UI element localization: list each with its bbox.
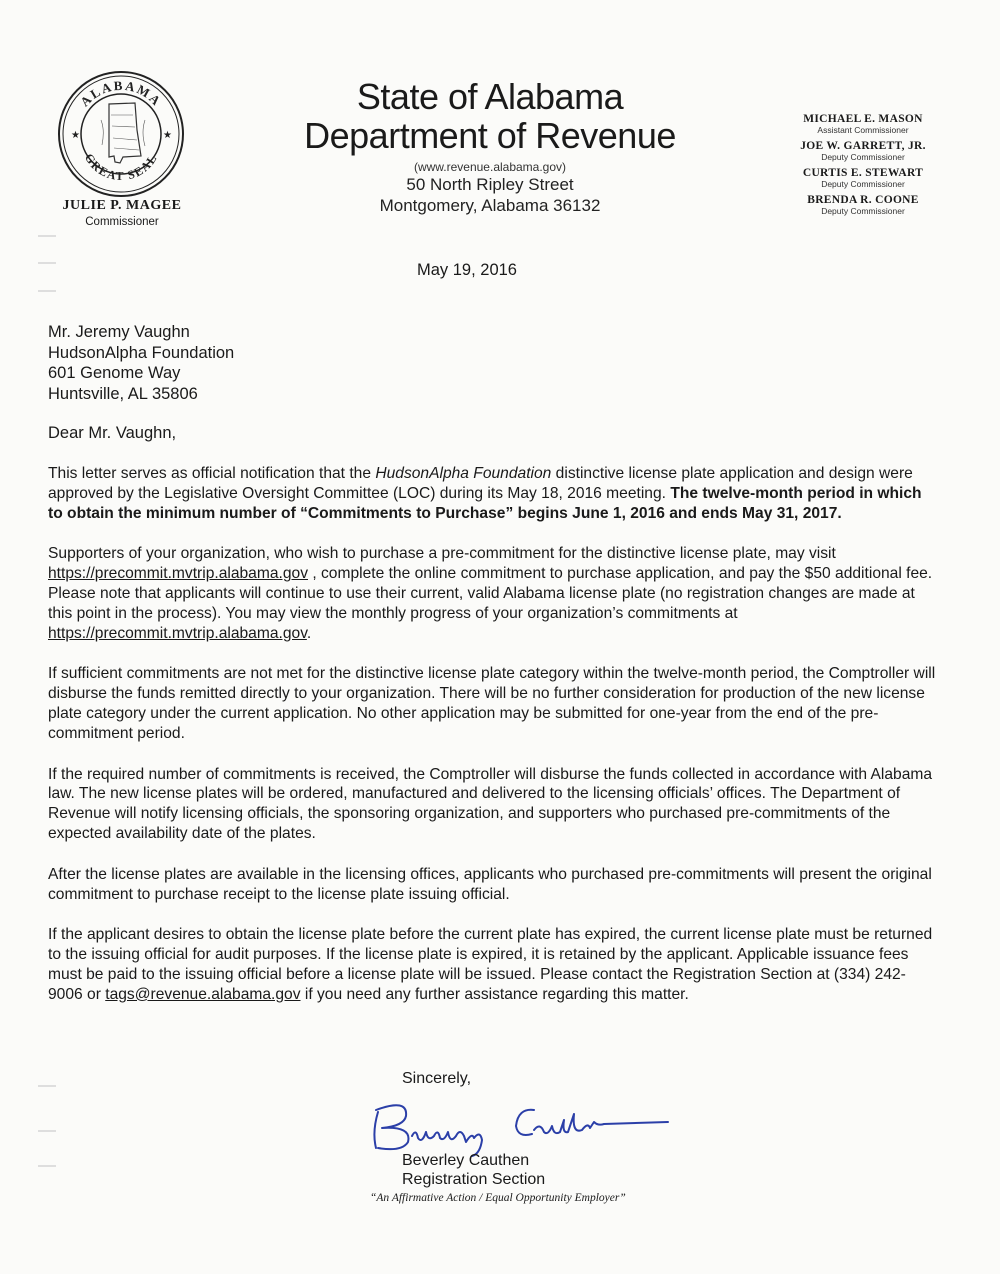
paragraph-approval: This letter serves as official notification that the HudsonAlpha Foundation distinctive license plate application and design were approved by the Legislative Oversight Committee (LOC) during its May 18, 2016 meeting. The twelve-month period in which to obtain the minimum number of “Commitments to Purchase” begins June 1, 2016 and ends May 31, 2017. [48, 465, 922, 522]
precommit-link[interactable]: https://precommit.mvtrip.alabama.gov [48, 624, 307, 642]
official-entry [788, 113, 938, 135]
precommit-link[interactable]: https://precommit.mvtrip.alabama.gov [48, 565, 308, 583]
official-name: MICHAEL E. MASON [803, 113, 923, 125]
letter-date: May 19, 2016 [417, 261, 517, 279]
closing: Sincerely, [402, 1070, 472, 1087]
scan-mark [38, 1130, 56, 1132]
svg-text:ALABAMA: ALABAMA [77, 77, 165, 110]
recipient-organization: HudsonAlpha Foundation [48, 343, 235, 362]
scan-mark [38, 1165, 56, 1167]
agency-state: State of Alabama [356, 76, 624, 117]
signer-name: Beverley Cauthen [402, 1152, 530, 1169]
svg-text:★: ★ [71, 130, 80, 141]
official-name: BRENDA R. COONE [807, 194, 919, 206]
paragraph-insufficient: If sufficient commitments are not met for the distinctive license plate category within the twelve-month period, the Comptroller will disburse the funds remitted directly to your organization. There will be no further consideration for production of the new license plate category under the current application. No other application may be submitted for one-year from the end of the pre-commitment period. [48, 665, 936, 742]
paragraph-available: After the license plates are available in the licensing offices, applicants who purchased pre-commitments will present the original commitment to purchase receipt to the license plate issuing official. [48, 865, 932, 903]
signer-block [402, 1151, 545, 1189]
official-title: Deputy Commissioner [821, 179, 905, 189]
scan-mark [38, 1085, 56, 1087]
svg-text:★: ★ [163, 130, 172, 141]
agency-website: (www.revenue.alabama.gov) [413, 160, 567, 174]
official-name: JOE W. GARRETT, JR. [800, 140, 926, 152]
great-seal-logo [57, 70, 185, 198]
letterhead [270, 78, 710, 216]
official-title: Deputy Commissioner [821, 152, 905, 162]
paragraph-contact: If the applicant desires to obtain the license plate before the current plate has expired, the current license plate must be returned to the issuing official for audit purposes. If the license plate is expired, it is retained by the applicant. Applicable issuance fees must be paid to the issuing official before a license plate will be issued. Please contact the Registration Section at (334) 242-9006 or tags@revenue.alabama.gov if you need any further assistance regarding this matter. [48, 926, 933, 1003]
email-link[interactable]: tags@revenue.alabama.gov [105, 985, 301, 1003]
salutation: Dear Mr. Vaughn, [48, 424, 177, 442]
officials-list [788, 113, 938, 221]
paragraph-received: If the required number of commitments is received, the Comptroller will disburse the funds collected in accordance with Alabama law. The new license plates will be ordered, manufactured and delivered to the licensing officials’ offices. The Department of Revenue will notify licensing officials, the sponsoring organization, and supporters who purchased pre-commitments of the expected availability date of the plates. [48, 765, 933, 842]
scan-mark [38, 290, 56, 292]
official-title: Assistant Commissioner [817, 125, 909, 135]
recipient-address [48, 322, 234, 404]
official-name: CURTIS E. STEWART [802, 167, 924, 179]
commissioner-title: Commissioner [85, 216, 159, 228]
recipient-name: Mr. Jeremy Vaughn [48, 323, 190, 341]
letter-body [48, 464, 938, 1026]
official-entry [788, 167, 938, 189]
paragraph-supporters: Supporters of your organization, who wish to purchase a pre-commitment for the distinctive license plate, may visit https://precommit.mvtrip.alabama.gov , complete the online commitment to purchase application, and pay the $50 additional fee. Please note that applicants will continue to use their current, valid Alabama license plate (no registration changes are made at this point in the process). You may view the monthly progress of your organization’s commitments at https://precommit.mvtrip.alabama.gov. [48, 545, 933, 642]
scan-mark [38, 235, 56, 237]
signer-section: Registration Section [402, 1171, 546, 1188]
recipient-city: Huntsville, AL 35806 [48, 384, 198, 403]
scan-mark [38, 262, 56, 264]
commissioner-name: JULIE P. MAGEE [62, 198, 182, 213]
recipient-street: 601 Genome Way [48, 364, 181, 382]
official-entry [788, 194, 938, 216]
commissioner-block [42, 198, 202, 228]
organization-name: HudsonAlpha Foundation [375, 465, 552, 482]
signature-image [368, 1092, 698, 1158]
official-entry [788, 140, 938, 162]
svg-text:GREAT SEAL: GREAT SEAL [81, 151, 161, 184]
agency-department: Department of Revenue [304, 115, 676, 156]
agency-street: 50 North Ripley Street [406, 175, 574, 194]
agency-city: Montgomery, Alabama 36132 [379, 196, 601, 215]
footer-statement: “An Affirmative Action / Equal Opportunity Employer” [370, 1192, 626, 1204]
official-title: Deputy Commissioner [821, 206, 905, 216]
commitment-period: The twelve-month period in which to obtain the minimum number of “Commitments to Purchase” begins June 1, 2016 and ends May 31, 2017. [48, 484, 922, 522]
